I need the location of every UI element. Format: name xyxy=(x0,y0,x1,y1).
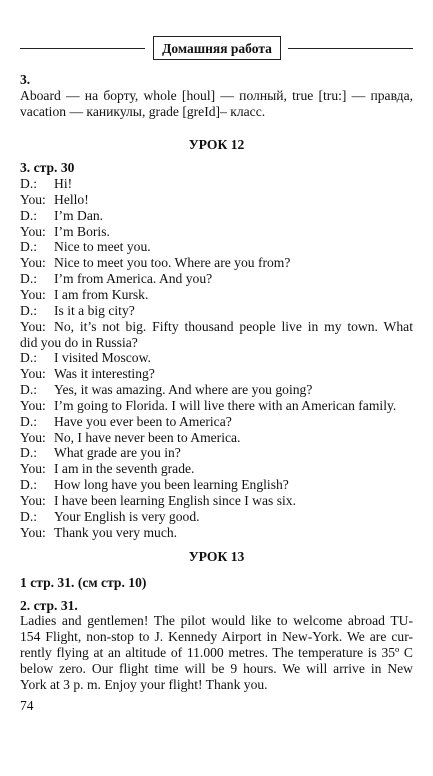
dialogue-line xyxy=(20,303,413,319)
dialogue-line xyxy=(20,509,413,525)
dialogue-line xyxy=(20,414,413,430)
section-number: 3. xyxy=(20,72,31,87)
dialogue-line xyxy=(20,271,413,287)
dialogue-line xyxy=(20,445,413,461)
speaker-label: D.: xyxy=(20,477,37,493)
speaker-text: I am in the seventh grade. xyxy=(54,461,195,477)
dialogue-line xyxy=(20,477,413,493)
announcement-line-4: below zero. Our flight time will be 9 hours. We will arrive in New xyxy=(20,661,413,676)
speaker-label: You: xyxy=(20,286,46,302)
dialogue-line xyxy=(20,430,413,446)
speaker-label: D.: xyxy=(20,271,37,287)
speaker-label: You: xyxy=(20,524,46,540)
announcement-line-3: rently flying at an altitude of 11.000 metres. The temperature is 35º C xyxy=(20,645,413,660)
dialogue-line xyxy=(20,398,413,414)
speaker-label: You: xyxy=(20,461,46,477)
dialogue-line xyxy=(20,493,413,509)
speaker-text: I’m going to Florida. I will live there with an American family. xyxy=(54,397,397,413)
speaker-text: Is it a big city? xyxy=(54,302,135,318)
speaker-label: You: xyxy=(20,191,46,207)
speaker-label: D.: xyxy=(20,239,37,255)
dialogue-line xyxy=(20,319,413,335)
dialogue-line xyxy=(20,287,413,303)
speaker-text: I’m from America. And you? xyxy=(54,271,213,287)
speaker-text: Your English is very good. xyxy=(54,508,200,524)
speaker-text: I visited Moscow. xyxy=(54,350,151,366)
announcement-line-1: Ladies and gentlemen! The pilot would like to welcome abroad TU- xyxy=(20,613,413,628)
dialogue-line xyxy=(20,224,413,240)
announcement-line-2: 154 Flight, non-stop to J. Kennedy Airport in New-York. We are cur- xyxy=(20,629,413,644)
speaker-text: Have you ever been to America? xyxy=(54,413,232,429)
speaker-text: I am from Kursk. xyxy=(54,286,149,302)
speaker-text: Hi! xyxy=(54,176,73,191)
speaker-label: D.: xyxy=(20,382,37,397)
dialogue-line xyxy=(20,461,413,477)
speaker-label: You: xyxy=(20,397,46,413)
dialogue-line xyxy=(20,239,413,255)
speaker-label: You: xyxy=(20,429,46,445)
speaker-label: You: xyxy=(20,493,46,508)
speaker-text: No, it’s not big. Fifty thousand people live in my town. What xyxy=(54,318,413,334)
vocab-line-1: Aboard — на борту, whole [houl] — полный, true [tru:] — правда, xyxy=(20,88,413,103)
page-number: 74 xyxy=(20,698,34,713)
speaker-text: I have been learning English since I was six. xyxy=(54,493,296,508)
lesson-13-task-1: 1 стр. 31. (см стр. 10) xyxy=(20,575,147,590)
speaker-label: You: xyxy=(20,223,46,239)
speaker-text: No, I have never been to America. xyxy=(54,429,241,445)
speaker-label: D.: xyxy=(20,176,37,191)
speaker-text: Hello! xyxy=(54,191,89,207)
speaker-text: Nice to meet you too. Where are you from? xyxy=(54,255,291,271)
lesson-13-task-2: 2. стр. 31. xyxy=(20,598,78,613)
speaker-text: Was it interesting? xyxy=(54,366,155,382)
speaker-text: Nice to meet you. xyxy=(54,239,151,255)
lesson-13-title: УРОК 13 xyxy=(188,549,245,564)
lesson-12-task: 3. стр. 30 xyxy=(20,160,75,175)
dialogue-line xyxy=(20,335,413,351)
speaker-label: You: xyxy=(20,366,46,382)
header-rule-left xyxy=(20,48,145,49)
speaker-text: did you do in Russia? xyxy=(20,334,138,350)
announcement-line-5: York at 3 p. m. Enjoy your flight! Thank you. xyxy=(20,677,268,692)
dialogue-line xyxy=(20,525,413,541)
speaker-text: What grade are you in? xyxy=(54,445,181,461)
speaker-label: You: xyxy=(20,255,46,271)
speaker-text: How long have you been learning English? xyxy=(54,477,289,493)
dialogue-line xyxy=(20,382,413,398)
speaker-text: I’m Boris. xyxy=(54,223,110,239)
speaker-label: You: xyxy=(20,318,46,334)
speaker-label: D.: xyxy=(20,508,37,524)
dialogue-line xyxy=(20,176,413,192)
dialogue-line xyxy=(20,192,413,208)
dialogue-line xyxy=(20,208,413,224)
lesson-12-title: УРОК 12 xyxy=(188,137,245,152)
header-rule-right xyxy=(288,48,413,49)
running-header xyxy=(20,30,413,66)
speaker-label: D.: xyxy=(20,445,37,461)
speaker-label: D.: xyxy=(20,302,37,318)
dialogue-line xyxy=(20,255,413,271)
dialogue-line xyxy=(20,350,413,366)
vocab-line-2: vacation — каникулы, grade [greId]– класс. xyxy=(20,104,266,119)
speaker-text: Thank you very much. xyxy=(54,524,178,540)
speaker-label: D.: xyxy=(20,413,37,429)
dialogue-line xyxy=(20,366,413,382)
header-title: Домашняя работа xyxy=(153,36,281,60)
speaker-text: Yes, it was amazing. And where are you going? xyxy=(54,382,313,397)
speaker-label: D.: xyxy=(20,207,37,223)
speaker-text: I’m Dan. xyxy=(54,207,104,223)
speaker-label: D.: xyxy=(20,350,37,366)
